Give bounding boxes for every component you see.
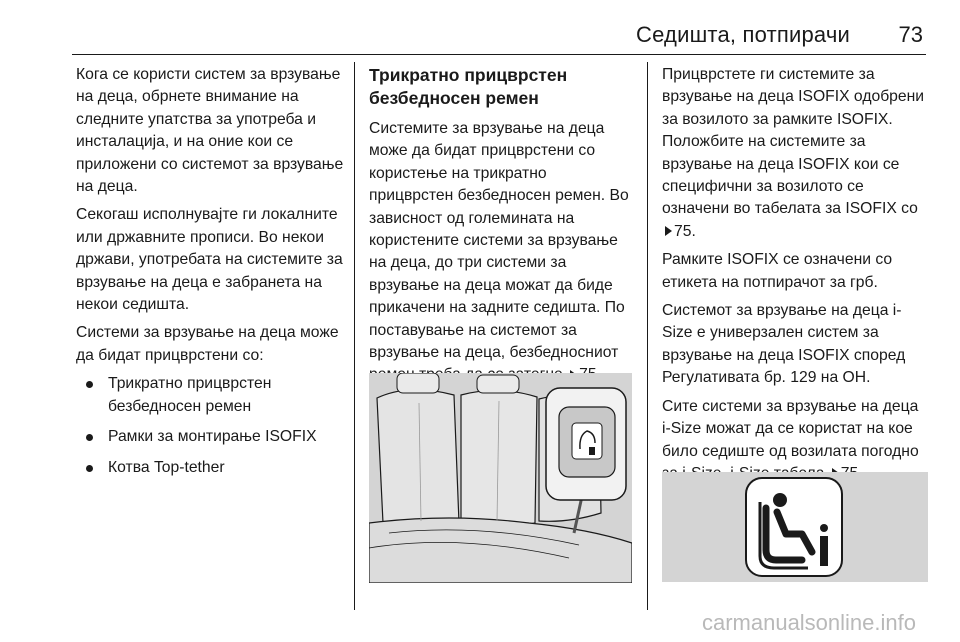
page-header [0, 0, 960, 58]
isofix-label-illustration [662, 472, 928, 582]
rear-seat-isofix-illustration [369, 373, 632, 583]
page-number: 73 [898, 22, 923, 47]
page-title: Седишта, потпирачи [636, 22, 850, 47]
header-divider [72, 54, 926, 55]
triangle-arrow-icon [665, 226, 672, 236]
column-divider-2 [647, 62, 648, 610]
paragraph-text: Сите системи за врзување на деца i-Size можат да се користат на кое било седиште од возилата погодно [662, 397, 919, 460]
isofix-label-image [662, 472, 928, 582]
paragraph-text: Системите за врзување на деца може да бидат прицврстени со користење на трикратно прицврстен безбедносен ремен. Во зависност од големината на користените системи за врзување на деца, до три системи за врзување на деца можат да биде прикачени на задните седишта. По поставување на системот за врзување на деца, безбедносниот [369, 120, 629, 362]
paragraph-regulations: Секогаш исполнувајте ги локалните или државните прописи. Во некои држави, употребата на системите за врзување на деца е забранета на некои седишта. [76, 206, 343, 314]
paragraph-text: Прицврстете ги системите за врзување на деца ISOFIX одобрени за возилото за рамките ISOFIX. Положбите на системите за врзување на деца ISOFIX кои се специфични за возилото се означени во табелата за ISOFIX со [662, 66, 925, 218]
column-divider-1 [354, 62, 355, 610]
paragraph-attach-methods: Системи за врзување на деца може да бидат прицврстени со: [76, 324, 339, 364]
list-item: Трикратно прицврстен безбедносен ремен [76, 373, 346, 418]
rear-seat-image [369, 373, 632, 583]
list-item: Рамки за монтирање ISOFIX [76, 426, 346, 448]
attach-methods-list [76, 373, 346, 479]
page-reference[interactable]: 75. [674, 222, 696, 240]
paragraph-isofix-label: Рамките ISOFIX се означени со етикета на потпирачот за грб. [662, 251, 893, 291]
section-heading-three-point-belt: Трикратно прицврстен безбедносен ремен [369, 65, 568, 108]
column-1 [76, 64, 346, 487]
paragraph-intro: Кога се користи систем за врзување на деца, обрнете внимание на следните упатства за употреба и инсталација, и на оние кои се приложени со системот за врзување на деца. [76, 66, 344, 196]
paragraph-isofix-attach [662, 64, 928, 243]
site-watermark: carmanualsonline.info [701, 610, 916, 635]
list-item: Котва Top-tether [76, 457, 346, 479]
paragraph-three-point-belt [369, 118, 635, 387]
paragraph-isize-universal: Системот за врзување на деца i-Size е универзален систем за врзување на деца ISOFIX според Регулативата бр. 129 на ОН. [662, 302, 906, 387]
